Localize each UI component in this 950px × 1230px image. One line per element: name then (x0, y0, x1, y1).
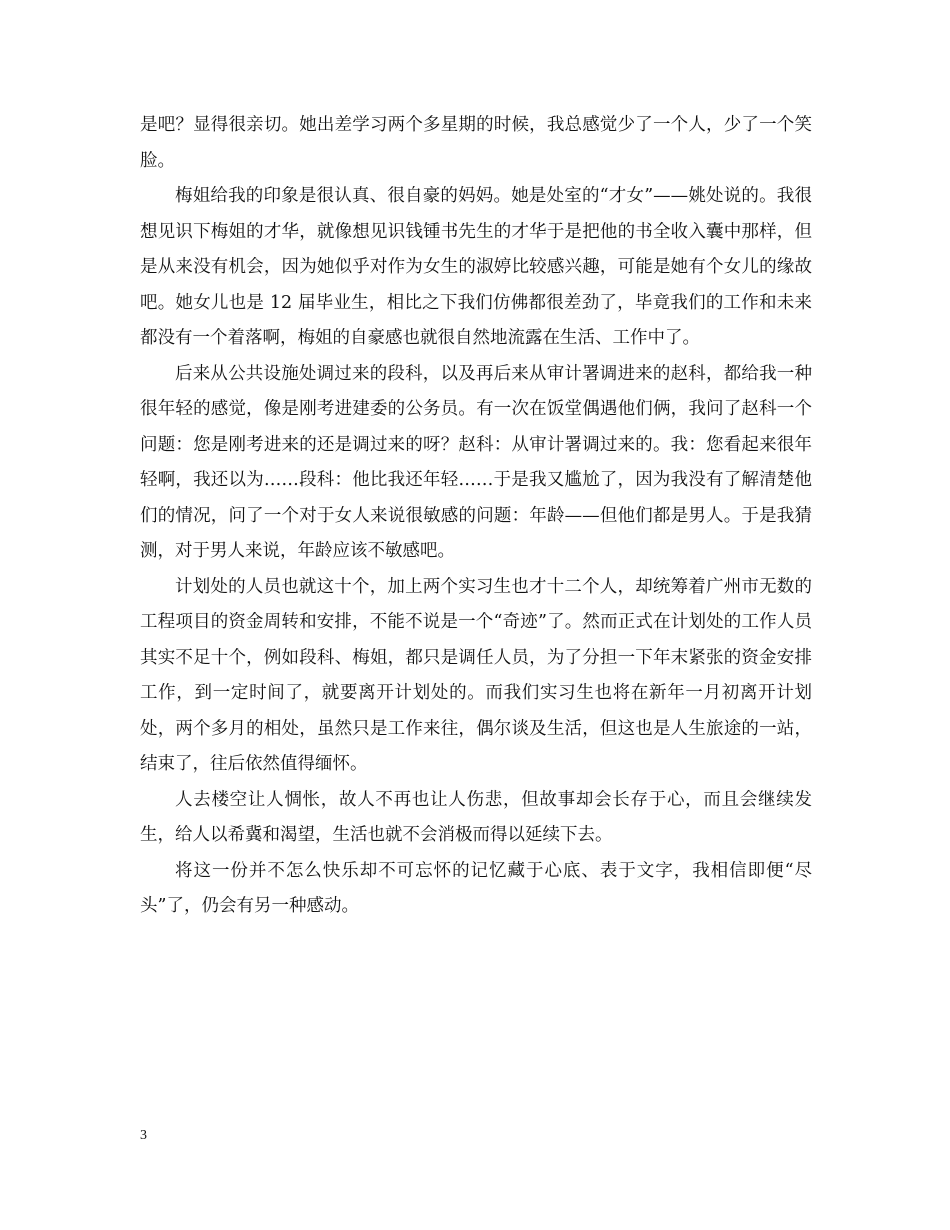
paragraph-2: 梅姐给我的印象是很认真、很自豪的妈妈。她是处室的“才女”——姚处说的。我很想见识下梅姐的才华，就像想见识钱锺书先生的才华于是把他的书全收入囊中那样，但是从来没有机会，因为她似乎对作为女生的淑婷比较感兴趣，可能是她有个女儿的缘故吧。她女儿也是 12 届毕业生，相比之下我们仿佛都很差劲了，毕竟我们的工作和未来都没有一个着落啊，梅姐的自豪感也就很自然地流露在生活、工作中了。 (140, 186, 812, 348)
document-body (140, 108, 812, 925)
paragraph-4: 计划处的人员也就这十个，加上两个实习生也才十二个人，却统筹着广州市无数的工程项目的资金周转和安排，不能不说是一个“奇迹”了。然而正式在计划处的工作人员其实不足十个，例如段科、梅姐，都只是调任人员，为了分担一下年末紧张的资金安排工作，到一定时间了，就要离开计划处的。而我们实习生也将在新年一月初离开计划处，两个多月的相处，虽然只是工作来往，偶尔谈及生活，但这也是人生旅途的一站，结束了，往后依然值得缅怀。 (140, 576, 812, 774)
paragraph-5: 人去楼空让人惆怅，故人不再也让人伤悲，但故事却会长存于心，而且会继续发生，给人以希冀和渴望，生活也就不会消极而得以延续下去。 (140, 789, 812, 845)
page-number: 3 (140, 1128, 147, 1143)
paragraph-3: 后来从公共设施处调过来的段科，以及再后来从审计署调进来的赵科，都给我一种很年轻的感觉，像是刚考进建委的公务员。有一次在饭堂偶遇他们俩，我问了赵科一个问题：您是刚考进来的还是调过来的呀？赵科：从审计署调过来的。我：您看起来很年轻啊，我还以为……段科：他比我还年轻……于是我又尴尬了，因为我没有了解清楚他们的情况，问了一个对于女人来说很敏感的问题：年龄——但他们都是男人。于是我猜测，对于男人来说，年龄应该不敏感吧。 (140, 363, 812, 561)
paragraph-1: 是吧？显得很亲切。她出差学习两个多星期的时候，我总感觉少了一个人，少了一个笑脸。 (140, 115, 812, 171)
paragraph-6: 将这一份并不怎么快乐却不可忘怀的记忆藏于心底、表于文字，我相信即便“尽头”了，仍会有另一种感动。 (140, 860, 812, 916)
